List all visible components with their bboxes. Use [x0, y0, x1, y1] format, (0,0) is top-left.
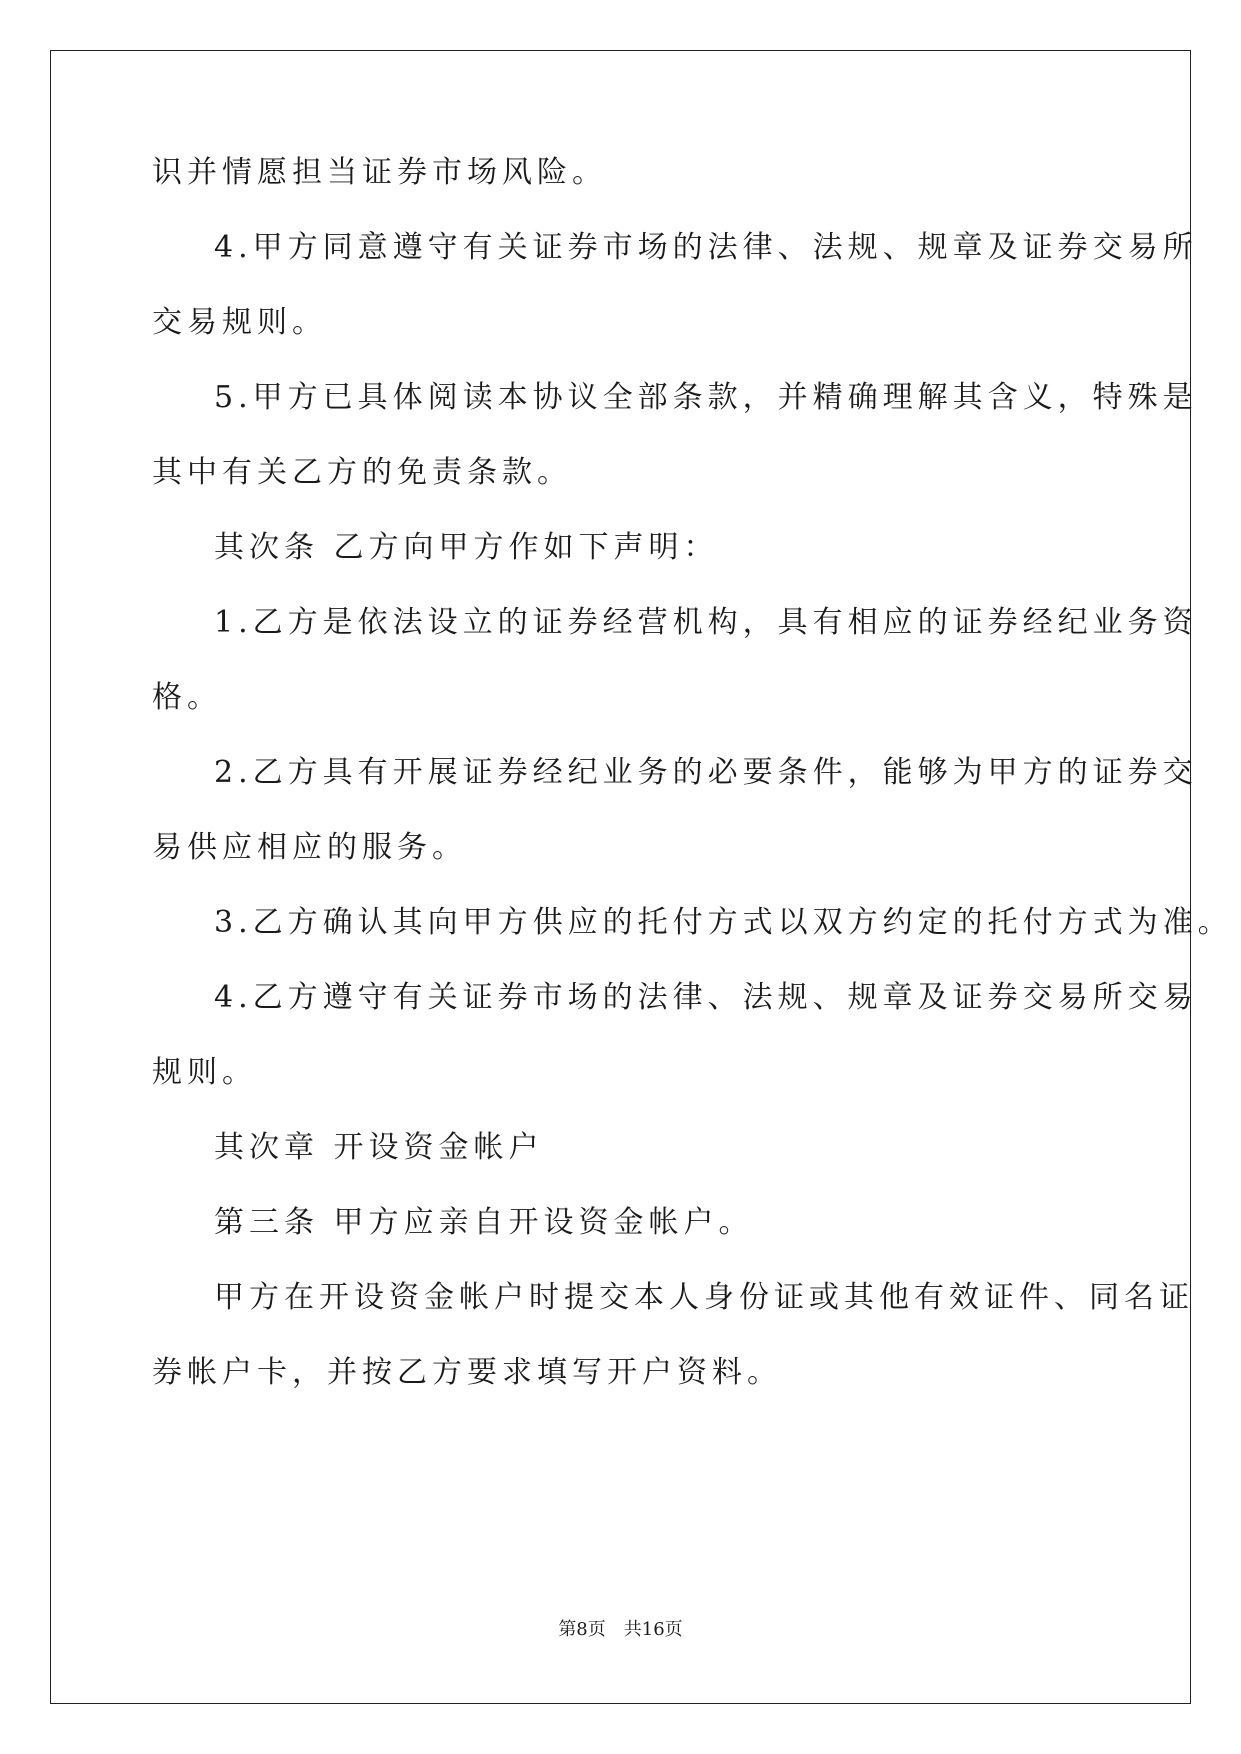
- text-line: 其中有关乙方的免责条款。: [152, 455, 572, 490]
- text-line: 券帐户卡，并按乙方要求填写开户资料。: [152, 1355, 782, 1390]
- page-frame: [50, 50, 1191, 1704]
- text-line: 1.乙方是依法设立的证券经营机构，具有相应的证券经纪业务资: [214, 605, 1198, 640]
- text-line: 3.乙方确认其向甲方供应的托付方式以双方约定的托付方式为准。: [214, 905, 1233, 940]
- text-line: 2.乙方具有开展证券经纪业务的必要条件，能够为甲方的证券交: [214, 755, 1198, 790]
- text-line: 易供应相应的服务。: [152, 830, 467, 865]
- text-line: 格。: [152, 680, 222, 715]
- text-line: 4.甲方同意遵守有关证券市场的法律、法规、规章及证券交易所: [214, 230, 1198, 265]
- text-line: 5.甲方已具体阅读本协议全部条款，并精确理解其含义，特殊是: [214, 380, 1198, 415]
- chapter-heading: 其次章 开设资金帐户: [214, 1130, 544, 1165]
- text-line: 4.乙方遵守有关证券市场的法律、法规、规章及证券交易所交易: [214, 980, 1198, 1015]
- text-line: 规则。: [152, 1055, 257, 1090]
- text-line: 交易规则。: [152, 305, 327, 340]
- text-line: 甲方在开设资金帐户时提交本人身份证或其他有效证件、同名证: [214, 1280, 1194, 1315]
- text-line: 识并情愿担当证券市场风险。: [152, 155, 607, 190]
- section-heading: 其次条 乙方向甲方作如下声明：: [214, 530, 719, 565]
- page-footer: [0, 1619, 1241, 1641]
- page-number: 第8页 共16页: [558, 1619, 683, 1640]
- section-heading: 第三条 甲方应亲自开设资金帐户。: [214, 1205, 754, 1240]
